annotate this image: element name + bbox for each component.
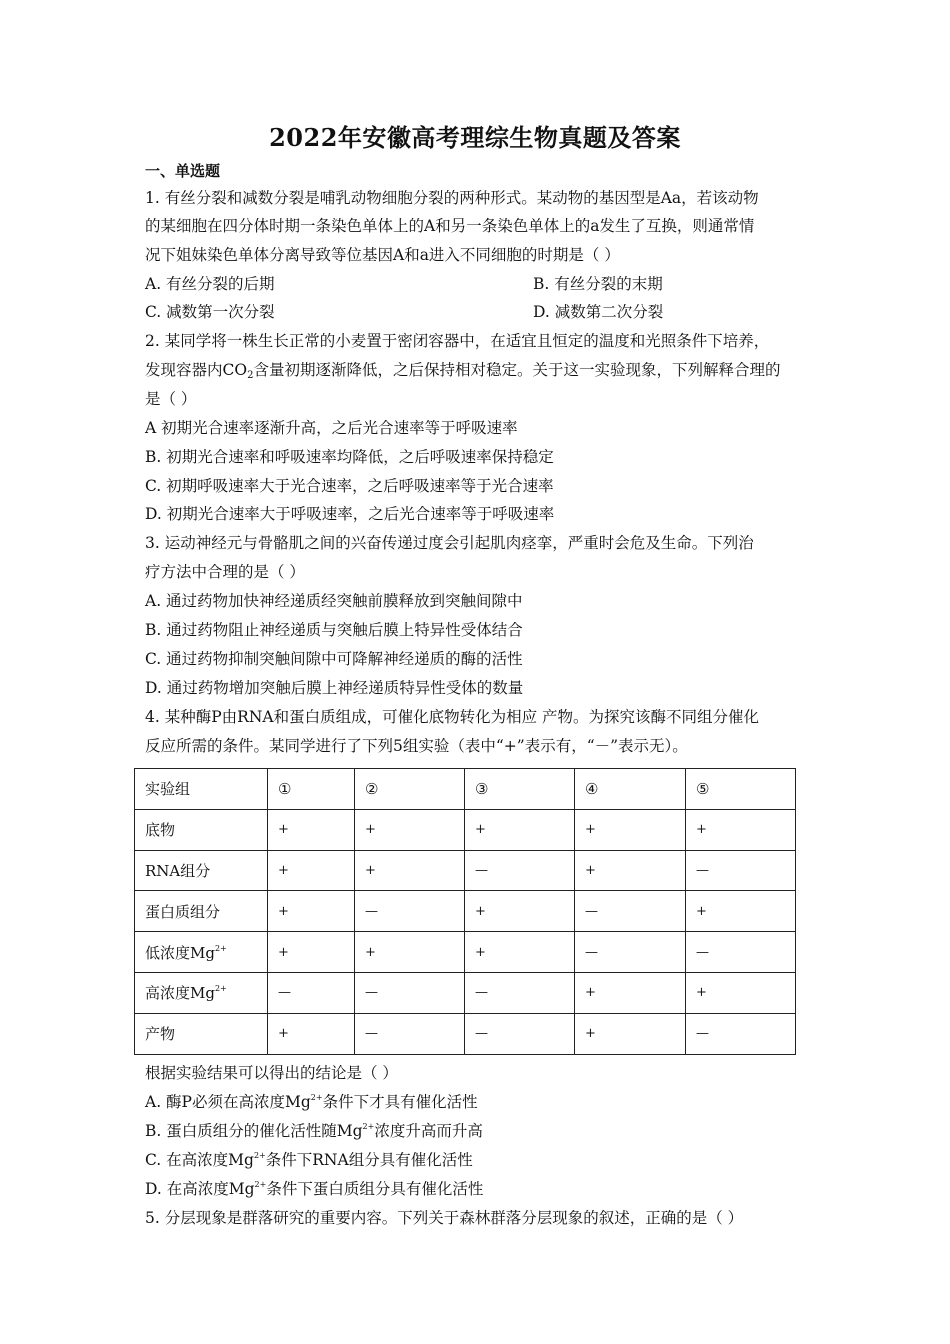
q3-stem-line-1: 3. 运动神经元与骨骼肌之间的兴奋传递过度会引起肌肉痉挛，严重时会危及生命。下列治	[145, 534, 754, 552]
section-heading: 一、单选题	[145, 162, 221, 180]
row-label-text: 低浓度Mg	[145, 943, 215, 962]
table-cell: +	[268, 932, 355, 973]
table-cell: —	[686, 932, 796, 973]
option-text: 浓度升高而升高	[374, 1122, 483, 1140]
table-cell: —	[355, 972, 465, 1013]
table-header-cell: ④	[575, 769, 686, 810]
option-text: C. 在高浓度Mg	[145, 1151, 254, 1169]
table-cell: +	[465, 891, 575, 932]
q2-stem-line-2	[145, 360, 780, 380]
q3-option-d: D. 通过药物增加突触后膜上神经递质特异性受体的数量	[145, 679, 524, 697]
table-cell: +	[465, 809, 575, 850]
q1-option-c: C. 减数第一次分裂	[145, 303, 275, 321]
table-cell: +	[355, 932, 465, 973]
ion-charge-superscript: 2+	[362, 1122, 375, 1131]
q3-option-c: C. 通过药物抑制突触间隙中可降解神经递质的酶的活性	[145, 650, 523, 668]
table-cell: +	[686, 891, 796, 932]
table-header-cell: 实验组	[135, 769, 268, 810]
table-row-label: 蛋白质组分	[135, 891, 268, 932]
q4-stem-line-2: 反应所需的条件。某同学进行了下列5组实验（表中“+”表示有，“－”表示无）。	[145, 737, 688, 755]
row-label-text: 高浓度Mg	[145, 984, 215, 1003]
q2-line2-part1: 发现容器内CO	[145, 361, 248, 379]
table-cell: +	[355, 809, 465, 850]
table-row-label: 底物	[135, 809, 268, 850]
q4-option-d	[145, 1179, 483, 1199]
q1-option-b: B. 有丝分裂的末期	[533, 275, 663, 293]
table-cell: +	[268, 850, 355, 891]
table-cell: —	[575, 932, 686, 973]
table-cell: —	[686, 850, 796, 891]
ion-charge-superscript: 2+	[254, 1180, 267, 1189]
ion-charge-superscript: 2+	[214, 984, 227, 994]
table-cell: —	[465, 1013, 575, 1054]
q1-stem-line-1: 1. 有丝分裂和减数分裂是哺乳动物细胞分裂的两种形式。某动物的基因型是Aa，若该动物	[145, 189, 759, 207]
table-cell: +	[686, 972, 796, 1013]
table-row	[135, 850, 796, 891]
table-cell: +	[575, 809, 686, 850]
table-cell: +	[575, 850, 686, 891]
q2-option-d: D. 初期光合速率大于呼吸速率，之后光合速率等于呼吸速率	[145, 505, 555, 523]
q4-option-c	[145, 1150, 473, 1170]
ion-charge-superscript: 2+	[214, 943, 227, 953]
q2-stem-line-1: 2. 某同学将一株生长正常的小麦置于密闭容器中，在适宜且恒定的温度和光照条件下培养，	[145, 332, 770, 350]
table-cell: +	[575, 972, 686, 1013]
q4-option-a	[145, 1092, 478, 1112]
option-text: B. 蛋白质组分的催化活性随Mg	[145, 1122, 363, 1140]
table-cell: +	[268, 891, 355, 932]
co2-subscript: 2	[247, 370, 254, 381]
table-cell: +	[465, 932, 575, 973]
table-cell: —	[355, 1013, 465, 1054]
table-cell: —	[465, 972, 575, 1013]
table-row-label	[135, 932, 268, 973]
experiment-table	[134, 768, 796, 1055]
table-header-cell: ①	[268, 769, 355, 810]
table-header-cell: ③	[465, 769, 575, 810]
table-cell: —	[686, 1013, 796, 1054]
q3-stem-line-2: 疗方法中合理的是（ ）	[145, 563, 305, 581]
q5-stem-line-1: 5. 分层现象是群落研究的重要内容。下列关于森林群落分层现象的叙述，正确的是（ ）	[145, 1209, 744, 1227]
table-header-cell: ⑤	[686, 769, 796, 810]
q1-option-d: D. 减数第二次分裂	[533, 303, 664, 321]
table-row-label: RNA组分	[135, 850, 268, 891]
table-row	[135, 891, 796, 932]
table-row	[135, 972, 796, 1013]
option-text: A. 酶P必须在高浓度Mg	[145, 1093, 311, 1111]
table-cell: +	[686, 809, 796, 850]
q1-stem-line-3: 况下姐妹染色单体分离导致等位基因A和a进入不同细胞的时期是（ ）	[145, 246, 620, 264]
q3-option-a: A. 通过药物加快神经递质经突触前膜释放到突触间隙中	[145, 592, 523, 610]
page-title: 2022年安徽高考理综生物真题及答案	[269, 123, 681, 152]
q4-option-b	[145, 1121, 483, 1141]
table-header-row	[135, 769, 796, 810]
table-row	[135, 1013, 796, 1054]
option-text: 条件下RNA组分具有催化活性	[265, 1151, 473, 1169]
option-text: 条件下蛋白质组分具有催化活性	[266, 1180, 484, 1198]
q2-stem-line-3: 是（ ）	[145, 390, 197, 408]
table-cell: +	[355, 850, 465, 891]
q3-option-b: B. 通过药物阻止神经递质与突触后膜上特异性受体结合	[145, 621, 523, 639]
q4-stem-line-1: 4. 某种酶P由RNA和蛋白质组成，可催化底物转化为相应 产物。为探究该酶不同组分催化	[145, 708, 760, 726]
q1-stem-line-2: 的某细胞在四分体时期一条染色单体上的A和另一条染色单体上的a发生了互换，则通常情	[145, 217, 755, 235]
ion-charge-superscript: 2+	[310, 1093, 323, 1102]
table-cell: +	[575, 1013, 686, 1054]
q2-option-b: B. 初期光合速率和呼吸速率均降低，之后呼吸速率保持稳定	[145, 448, 554, 466]
option-text: D. 在高浓度Mg	[145, 1180, 255, 1198]
table-header-cell: ②	[355, 769, 465, 810]
q1-option-a: A. 有丝分裂的后期	[145, 275, 275, 293]
table-cell: —	[268, 972, 355, 1013]
table-cell: —	[355, 891, 465, 932]
q4-conclusion-prompt: 根据实验结果可以得出的结论是（ ）	[145, 1064, 398, 1082]
table-cell: —	[575, 891, 686, 932]
table-row-label	[135, 972, 268, 1013]
q2-option-a: A 初期光合速率逐渐升高，之后光合速率等于呼吸速率	[145, 419, 518, 437]
table-cell: +	[268, 1013, 355, 1054]
table-row	[135, 809, 796, 850]
table-cell: —	[465, 850, 575, 891]
table-row-label: 产物	[135, 1013, 268, 1054]
q2-line2-part2: 含量初期逐渐降低，之后保持相对稳定。关于这一实验现象，下列解释合理的	[253, 361, 781, 379]
ion-charge-superscript: 2+	[253, 1151, 266, 1160]
q2-option-c: C. 初期呼吸速率大于光合速率，之后呼吸速率等于光合速率	[145, 477, 554, 495]
table-cell: +	[268, 809, 355, 850]
table-row	[135, 932, 796, 973]
option-text: 条件下才具有催化活性	[322, 1093, 478, 1111]
